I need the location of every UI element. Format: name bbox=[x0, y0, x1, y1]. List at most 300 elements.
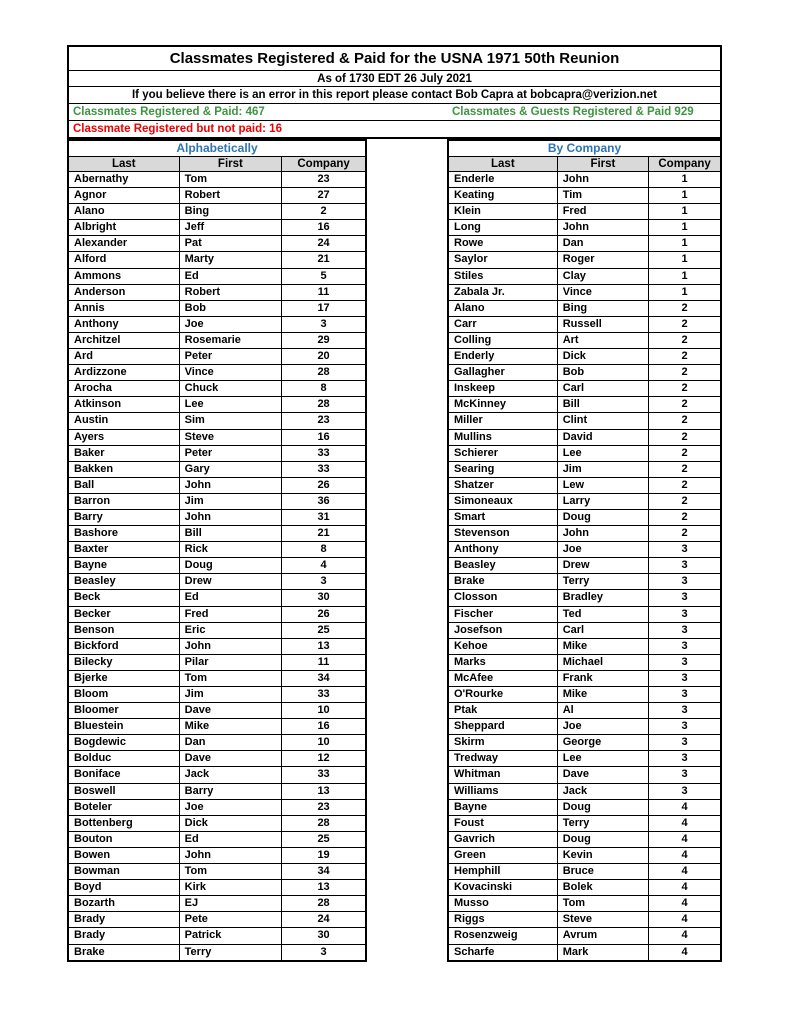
first-cell: Ed bbox=[179, 831, 282, 847]
company-cell: 34 bbox=[282, 670, 366, 686]
first-cell: Robert bbox=[179, 284, 282, 300]
company-cell: 4 bbox=[282, 558, 366, 574]
last-cell: Boteler bbox=[68, 799, 179, 815]
first-cell: Dave bbox=[179, 751, 282, 767]
table-row bbox=[68, 622, 366, 638]
last-cell: Foust bbox=[448, 815, 557, 831]
company-cell: 2 bbox=[649, 349, 721, 365]
last-cell: Fischer bbox=[448, 606, 557, 622]
company-cell: 4 bbox=[649, 896, 721, 912]
company-cell: 3 bbox=[282, 574, 366, 590]
last-cell: Atkinson bbox=[68, 397, 179, 413]
first-cell: Drew bbox=[179, 574, 282, 590]
company-cell: 2 bbox=[649, 526, 721, 542]
company-cell: 33 bbox=[282, 687, 366, 703]
last-cell: O'Rourke bbox=[448, 687, 557, 703]
table-row bbox=[448, 268, 721, 284]
last-cell: Bayne bbox=[448, 799, 557, 815]
tables-container bbox=[67, 139, 722, 962]
company-cell: 1 bbox=[649, 172, 721, 188]
table-row bbox=[68, 928, 366, 944]
table-row bbox=[68, 558, 366, 574]
table-row bbox=[448, 349, 721, 365]
company-cell: 3 bbox=[649, 670, 721, 686]
section-title-row bbox=[448, 140, 721, 157]
alphabetical-table-body bbox=[68, 172, 366, 961]
company-cell: 3 bbox=[649, 638, 721, 654]
table-row bbox=[68, 638, 366, 654]
last-cell: Bickford bbox=[68, 638, 179, 654]
table-row bbox=[448, 381, 721, 397]
first-cell: Bill bbox=[557, 397, 648, 413]
first-cell: Patrick bbox=[179, 928, 282, 944]
table-row bbox=[68, 220, 366, 236]
last-cell: Benson bbox=[68, 622, 179, 638]
table-row bbox=[448, 188, 721, 204]
table-row bbox=[448, 880, 721, 896]
table-row bbox=[448, 397, 721, 413]
company-cell: 3 bbox=[649, 558, 721, 574]
last-cell: Bilecky bbox=[68, 654, 179, 670]
table-row bbox=[68, 349, 366, 365]
last-cell: Bowen bbox=[68, 847, 179, 863]
last-cell: Boyd bbox=[68, 880, 179, 896]
last-cell: Gallagher bbox=[448, 365, 557, 381]
table-row bbox=[68, 526, 366, 542]
company-cell: 16 bbox=[282, 429, 366, 445]
first-cell: Carl bbox=[557, 381, 648, 397]
first-cell: John bbox=[179, 477, 282, 493]
first-cell: Vince bbox=[557, 284, 648, 300]
table-row bbox=[448, 928, 721, 944]
company-cell: 28 bbox=[282, 365, 366, 381]
last-cell: Albright bbox=[68, 220, 179, 236]
table-row bbox=[68, 735, 366, 751]
first-cell: John bbox=[179, 509, 282, 525]
company-cell: 27 bbox=[282, 188, 366, 204]
first-cell: Ed bbox=[179, 590, 282, 606]
table-row bbox=[448, 493, 721, 509]
table-row bbox=[448, 751, 721, 767]
first-cell: Fred bbox=[179, 606, 282, 622]
table-row bbox=[448, 509, 721, 525]
table-row bbox=[68, 188, 366, 204]
last-cell: Boswell bbox=[68, 783, 179, 799]
last-cell: Closson bbox=[448, 590, 557, 606]
first-cell: Roger bbox=[557, 252, 648, 268]
company-cell: 2 bbox=[649, 509, 721, 525]
last-cell: Alford bbox=[68, 252, 179, 268]
last-cell: Bolduc bbox=[68, 751, 179, 767]
last-cell: Agnor bbox=[68, 188, 179, 204]
company-cell: 33 bbox=[282, 767, 366, 783]
table-row bbox=[448, 413, 721, 429]
last-cell: Keating bbox=[448, 188, 557, 204]
last-cell: Bakken bbox=[68, 461, 179, 477]
last-cell: Saylor bbox=[448, 252, 557, 268]
last-cell: Inskeep bbox=[448, 381, 557, 397]
first-cell: Ted bbox=[557, 606, 648, 622]
last-cell: Riggs bbox=[448, 912, 557, 928]
company-cell: 3 bbox=[649, 687, 721, 703]
last-cell: Brake bbox=[68, 944, 179, 961]
company-cell: 24 bbox=[282, 236, 366, 252]
table-row bbox=[68, 300, 366, 316]
table-row bbox=[448, 574, 721, 590]
first-cell: Al bbox=[557, 703, 648, 719]
table-row bbox=[448, 783, 721, 799]
last-cell: Bowman bbox=[68, 864, 179, 880]
company-cell: 4 bbox=[649, 912, 721, 928]
last-cell: Alexander bbox=[68, 236, 179, 252]
table-row bbox=[68, 751, 366, 767]
company-cell: 36 bbox=[282, 493, 366, 509]
last-cell: Schierer bbox=[448, 445, 557, 461]
table-row bbox=[448, 526, 721, 542]
first-cell: Rick bbox=[179, 542, 282, 558]
table-row bbox=[68, 864, 366, 880]
first-cell: Barry bbox=[179, 783, 282, 799]
first-cell: Rosemarie bbox=[179, 332, 282, 348]
last-cell: Beasley bbox=[448, 558, 557, 574]
table-row bbox=[68, 896, 366, 912]
first-cell: Dave bbox=[179, 703, 282, 719]
last-cell: McAfee bbox=[448, 670, 557, 686]
company-cell: 4 bbox=[649, 880, 721, 896]
last-cell: Bloom bbox=[68, 687, 179, 703]
company-cell: 13 bbox=[282, 783, 366, 799]
company-cell: 4 bbox=[649, 944, 721, 961]
company-cell: 1 bbox=[649, 204, 721, 220]
last-cell: Enderle bbox=[448, 172, 557, 188]
table-row bbox=[448, 815, 721, 831]
company-cell: 2 bbox=[649, 316, 721, 332]
company-cell: 1 bbox=[649, 220, 721, 236]
last-cell: Scharfe bbox=[448, 944, 557, 961]
company-cell: 4 bbox=[649, 928, 721, 944]
first-cell: Peter bbox=[179, 349, 282, 365]
first-cell: Tom bbox=[179, 172, 282, 188]
table-row bbox=[68, 912, 366, 928]
last-cell: Enderly bbox=[448, 349, 557, 365]
table-row bbox=[448, 365, 721, 381]
company-cell: 33 bbox=[282, 461, 366, 477]
company-cell: 2 bbox=[649, 477, 721, 493]
last-cell: Simoneaux bbox=[448, 493, 557, 509]
table-row bbox=[68, 654, 366, 670]
first-cell: Jack bbox=[179, 767, 282, 783]
company-cell: 1 bbox=[649, 236, 721, 252]
last-cell: Musso bbox=[448, 896, 557, 912]
last-cell: Colling bbox=[448, 332, 557, 348]
first-cell: Dick bbox=[557, 349, 648, 365]
last-cell: Bayne bbox=[68, 558, 179, 574]
table-row bbox=[448, 847, 721, 863]
last-cell: Brady bbox=[68, 928, 179, 944]
company-cell: 28 bbox=[282, 896, 366, 912]
first-cell: Tom bbox=[179, 864, 282, 880]
table-row bbox=[448, 252, 721, 268]
company-cell: 2 bbox=[649, 493, 721, 509]
column-header-first: First bbox=[179, 157, 282, 172]
column-header-row bbox=[448, 157, 721, 172]
company-cell: 3 bbox=[649, 767, 721, 783]
section-title-by-company: By Company bbox=[448, 140, 721, 157]
last-cell: Bogdewic bbox=[68, 735, 179, 751]
table-row bbox=[448, 204, 721, 220]
company-cell: 2 bbox=[649, 332, 721, 348]
table-row bbox=[68, 284, 366, 300]
company-cell: 2 bbox=[649, 461, 721, 477]
first-cell: Doug bbox=[557, 509, 648, 525]
last-cell: Williams bbox=[448, 783, 557, 799]
first-cell: Mike bbox=[557, 687, 648, 703]
table-row bbox=[68, 172, 366, 188]
last-cell: McKinney bbox=[448, 397, 557, 413]
company-cell: 11 bbox=[282, 654, 366, 670]
table-row bbox=[448, 687, 721, 703]
section-title-row bbox=[68, 140, 366, 157]
table-row bbox=[68, 204, 366, 220]
company-cell: 2 bbox=[649, 397, 721, 413]
last-cell: Architzel bbox=[68, 332, 179, 348]
company-cell: 1 bbox=[649, 284, 721, 300]
last-cell: Hemphill bbox=[448, 864, 557, 880]
table-row bbox=[68, 477, 366, 493]
company-cell: 23 bbox=[282, 172, 366, 188]
company-cell: 2 bbox=[649, 413, 721, 429]
last-cell: Ardizzone bbox=[68, 365, 179, 381]
table-row bbox=[68, 397, 366, 413]
last-cell: Bloomer bbox=[68, 703, 179, 719]
first-cell: Gary bbox=[179, 461, 282, 477]
table-row bbox=[68, 670, 366, 686]
last-cell: Bozarth bbox=[68, 896, 179, 912]
last-cell: Searing bbox=[448, 461, 557, 477]
table-row bbox=[68, 493, 366, 509]
first-cell: John bbox=[557, 220, 648, 236]
column-header-last: Last bbox=[448, 157, 557, 172]
last-cell: Skirm bbox=[448, 735, 557, 751]
table-row bbox=[68, 687, 366, 703]
last-cell: Austin bbox=[68, 413, 179, 429]
table-row bbox=[448, 654, 721, 670]
first-cell: Mark bbox=[557, 944, 648, 961]
table-row bbox=[68, 429, 366, 445]
section-title-alphabetically: Alphabetically bbox=[68, 140, 366, 157]
first-cell: Robert bbox=[179, 188, 282, 204]
last-cell: Josefson bbox=[448, 622, 557, 638]
table-row bbox=[448, 542, 721, 558]
company-cell: 16 bbox=[282, 719, 366, 735]
table-row bbox=[68, 815, 366, 831]
last-cell: Bashore bbox=[68, 526, 179, 542]
table-row bbox=[448, 606, 721, 622]
first-cell: Lee bbox=[557, 751, 648, 767]
first-cell: Clay bbox=[557, 268, 648, 284]
first-cell: EJ bbox=[179, 896, 282, 912]
first-cell: Jim bbox=[179, 493, 282, 509]
last-cell: Ammons bbox=[68, 268, 179, 284]
table-row bbox=[68, 381, 366, 397]
table-row bbox=[68, 831, 366, 847]
alphabetical-table bbox=[67, 139, 367, 962]
company-cell: 2 bbox=[649, 381, 721, 397]
company-cell: 12 bbox=[282, 751, 366, 767]
last-cell: Abernathy bbox=[68, 172, 179, 188]
company-cell: 11 bbox=[282, 284, 366, 300]
company-cell: 1 bbox=[649, 188, 721, 204]
first-cell: Jack bbox=[557, 783, 648, 799]
first-cell: Michael bbox=[557, 654, 648, 670]
table-row bbox=[448, 332, 721, 348]
table-row bbox=[68, 880, 366, 896]
by-company-table-body bbox=[448, 172, 721, 961]
first-cell: Terry bbox=[179, 944, 282, 961]
table-row bbox=[448, 461, 721, 477]
first-cell: Mike bbox=[557, 638, 648, 654]
table-row bbox=[68, 606, 366, 622]
last-cell: Smart bbox=[448, 509, 557, 525]
company-cell: 33 bbox=[282, 445, 366, 461]
first-cell: John bbox=[557, 526, 648, 542]
first-cell: Eric bbox=[179, 622, 282, 638]
company-cell: 23 bbox=[282, 799, 366, 815]
first-cell: Art bbox=[557, 332, 648, 348]
table-row bbox=[448, 300, 721, 316]
first-cell: David bbox=[557, 429, 648, 445]
table-row bbox=[68, 316, 366, 332]
table-row bbox=[448, 638, 721, 654]
table-row bbox=[448, 316, 721, 332]
column-header-last: Last bbox=[68, 157, 179, 172]
company-cell: 3 bbox=[649, 654, 721, 670]
company-cell: 3 bbox=[649, 783, 721, 799]
table-row bbox=[448, 670, 721, 686]
table-row bbox=[448, 172, 721, 188]
first-cell: Dan bbox=[179, 735, 282, 751]
last-cell: Rowe bbox=[448, 236, 557, 252]
first-cell: Clint bbox=[557, 413, 648, 429]
table-row bbox=[68, 445, 366, 461]
first-cell: Steve bbox=[557, 912, 648, 928]
table-row bbox=[448, 912, 721, 928]
table-row bbox=[448, 477, 721, 493]
last-cell: Gavrich bbox=[448, 831, 557, 847]
error-contact-note: If you believe there is an error in this report please contact Bob Capra at bobcapra@verizion.net bbox=[69, 86, 720, 103]
company-cell: 16 bbox=[282, 220, 366, 236]
company-cell: 28 bbox=[282, 815, 366, 831]
company-cell: 4 bbox=[649, 864, 721, 880]
first-cell: Doug bbox=[179, 558, 282, 574]
first-cell: Lee bbox=[557, 445, 648, 461]
first-cell: Sim bbox=[179, 413, 282, 429]
company-cell: 30 bbox=[282, 590, 366, 606]
last-cell: Baxter bbox=[68, 542, 179, 558]
last-cell: Bottenberg bbox=[68, 815, 179, 831]
first-cell: Mike bbox=[179, 719, 282, 735]
first-cell: Terry bbox=[557, 574, 648, 590]
table-row bbox=[68, 574, 366, 590]
table-row bbox=[68, 783, 366, 799]
table-row bbox=[68, 252, 366, 268]
company-cell: 26 bbox=[282, 477, 366, 493]
last-cell: Barron bbox=[68, 493, 179, 509]
as-of-timestamp: As of 1730 EDT 26 July 2021 bbox=[69, 70, 720, 86]
last-cell: Green bbox=[448, 847, 557, 863]
table-row bbox=[448, 767, 721, 783]
page-title: Classmates Registered & Paid for the USNA 1971 50th Reunion bbox=[169, 50, 620, 67]
first-cell: Joe bbox=[557, 542, 648, 558]
last-cell: Sheppard bbox=[448, 719, 557, 735]
first-cell: John bbox=[557, 172, 648, 188]
first-cell: Doug bbox=[557, 831, 648, 847]
table-row bbox=[68, 703, 366, 719]
company-cell: 3 bbox=[649, 735, 721, 751]
table-row bbox=[68, 413, 366, 429]
first-cell: Joe bbox=[179, 799, 282, 815]
table-row bbox=[448, 429, 721, 445]
company-cell: 28 bbox=[282, 397, 366, 413]
last-cell: Tredway bbox=[448, 751, 557, 767]
company-cell: 10 bbox=[282, 735, 366, 751]
last-cell: Mullins bbox=[448, 429, 557, 445]
classmates-guests-paid-count: Classmates & Guests Registered & Paid 929 bbox=[452, 106, 694, 118]
company-cell: 2 bbox=[649, 365, 721, 381]
last-cell: Ayers bbox=[68, 429, 179, 445]
last-cell: Bluestein bbox=[68, 719, 179, 735]
first-cell: Terry bbox=[557, 815, 648, 831]
first-cell: Larry bbox=[557, 493, 648, 509]
report-sheet bbox=[67, 45, 722, 962]
company-cell: 3 bbox=[649, 622, 721, 638]
first-cell: Bradley bbox=[557, 590, 648, 606]
company-cell: 3 bbox=[649, 751, 721, 767]
last-cell: Beck bbox=[68, 590, 179, 606]
first-cell: Doug bbox=[557, 799, 648, 815]
first-cell: Avrum bbox=[557, 928, 648, 944]
company-cell: 21 bbox=[282, 252, 366, 268]
table-row bbox=[68, 542, 366, 558]
company-cell: 13 bbox=[282, 880, 366, 896]
by-company-table bbox=[447, 139, 722, 962]
first-cell: Marty bbox=[179, 252, 282, 268]
column-header-company: Company bbox=[649, 157, 721, 172]
first-cell: Tom bbox=[557, 896, 648, 912]
last-cell: Becker bbox=[68, 606, 179, 622]
first-cell: Jim bbox=[557, 461, 648, 477]
company-cell: 10 bbox=[282, 703, 366, 719]
last-cell: Brady bbox=[68, 912, 179, 928]
table-row bbox=[448, 236, 721, 252]
last-cell: Beasley bbox=[68, 574, 179, 590]
table-row bbox=[448, 896, 721, 912]
table-row bbox=[68, 799, 366, 815]
first-cell: Fred bbox=[557, 204, 648, 220]
table-row bbox=[68, 461, 366, 477]
company-cell: 2 bbox=[649, 300, 721, 316]
table-row bbox=[448, 703, 721, 719]
company-cell: 34 bbox=[282, 864, 366, 880]
company-cell: 3 bbox=[649, 719, 721, 735]
company-cell: 4 bbox=[649, 799, 721, 815]
first-cell: Tim bbox=[557, 188, 648, 204]
first-cell: Pat bbox=[179, 236, 282, 252]
company-cell: 20 bbox=[282, 349, 366, 365]
first-cell: Dick bbox=[179, 815, 282, 831]
last-cell: Stevenson bbox=[448, 526, 557, 542]
last-cell: Barry bbox=[68, 509, 179, 525]
